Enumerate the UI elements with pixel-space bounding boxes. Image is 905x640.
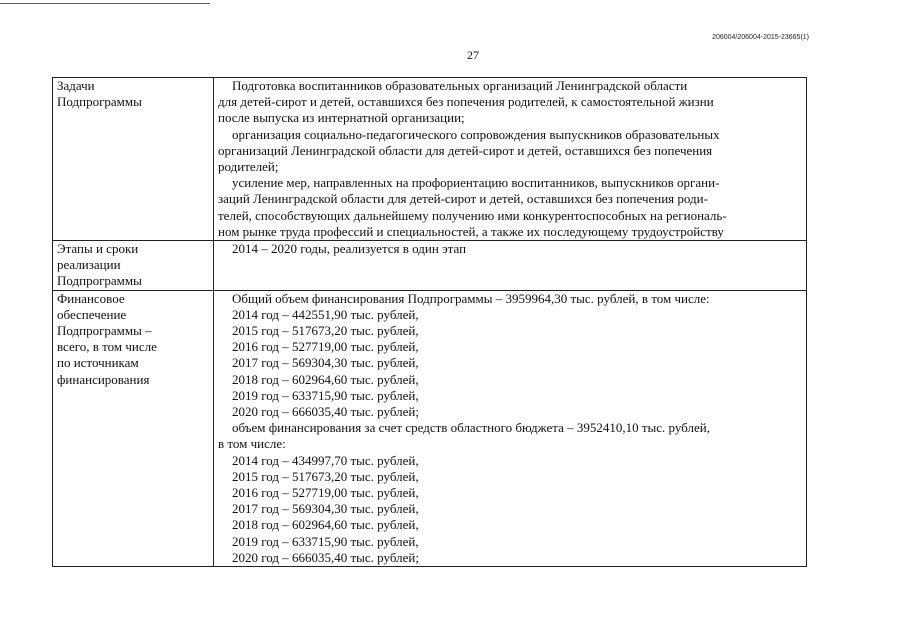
content-line: 2014 год – 434997,70 тыс. рублей, xyxy=(232,452,419,468)
scan-edge-line xyxy=(0,3,210,4)
content-line: 2020 год – 666035,40 тыс. рублей; xyxy=(232,549,419,565)
content-line: усиление мер, направленных на профориентацию воспитанников, выпускников органи- xyxy=(232,175,720,191)
content-line: 2018 год – 602964,60 тыс. рублей, xyxy=(232,371,419,387)
row-label-line: Задачи xyxy=(57,78,95,93)
document-id: 206004/206004-2015-23665(1) xyxy=(712,34,809,41)
table-body xyxy=(53,78,807,567)
content-line: 2018 год – 602964,60 тыс. рублей, xyxy=(232,517,419,533)
content-line: 2015 год – 517673,20 тыс. рублей, xyxy=(232,323,419,339)
row-label-line: Подпрограммы xyxy=(57,94,142,110)
row-tasks xyxy=(53,78,807,241)
row-label-cell xyxy=(53,290,214,566)
page-number: 27 xyxy=(467,48,479,62)
content-line: в том числе: xyxy=(218,436,286,452)
content-line: объем финансирования за счет средств областного бюджета – 3952410,10 тыс. рублей, xyxy=(232,420,710,436)
content-line: телей, способствующих дальнейшему получению ими конкурентоспособных на региональ- xyxy=(218,207,727,223)
row-label-cell xyxy=(53,78,214,241)
row-stages xyxy=(53,241,807,291)
row-label-line: по источникам xyxy=(57,355,139,371)
content-line: 2019 год – 633715,90 тыс. рублей, xyxy=(232,387,419,403)
content-line: заций Ленинградской области для детей-сирот и детей, оставшихся без попечения роди- xyxy=(218,191,708,207)
content-line: после выпуска из интернатной организации; xyxy=(218,110,465,126)
content-line: 2014 год – 442551,90 тыс. рублей, xyxy=(232,306,419,322)
row-label-line: реализации xyxy=(57,257,121,273)
row-content-cell xyxy=(214,78,807,241)
content-line: 2014 – 2020 годы, реализуется в один этап xyxy=(232,241,467,257)
row-label-line: всего, в том числе xyxy=(57,339,157,355)
row-label-line: финансирования xyxy=(57,371,150,387)
row-label-line: обеспечение xyxy=(57,306,127,322)
content-line: 2016 год – 527719,00 тыс. рублей, xyxy=(232,339,419,355)
row-label-line: Этапы и сроки xyxy=(57,241,139,257)
row-label-line: Подпрограммы – xyxy=(57,323,152,339)
content-line: 2015 год – 517673,20 тыс. рублей, xyxy=(232,468,419,484)
row-label-cell xyxy=(53,241,214,291)
row-label-line: Подпрограммы xyxy=(57,273,142,289)
row-financing xyxy=(53,290,807,566)
content-line: 2017 год – 569304,30 тыс. рублей, xyxy=(232,501,419,517)
content-line: 2017 год – 569304,30 тыс. рублей, xyxy=(232,355,419,371)
content-line: организаций Ленинградской области для детей-сирот и детей, оставшихся без попечения xyxy=(218,142,713,158)
content-line: Общий объем финансирования Подпрограммы – 3959964,30 тыс. рублей, в том числе: xyxy=(232,290,710,306)
content-line: Подготовка воспитанников образовательных организаций Ленинградской области xyxy=(232,78,688,93)
subprogram-passport-table xyxy=(52,77,807,567)
content-line: 2019 год – 633715,90 тыс. рублей, xyxy=(232,533,419,549)
row-content-cell xyxy=(214,290,807,566)
content-line: 2016 год – 527719,00 тыс. рублей, xyxy=(232,485,419,501)
content-line: родителей; xyxy=(218,159,279,175)
content-line: для детей-сирот и детей, оставшихся без попечения родителей, к самостоятельной жизни xyxy=(218,94,714,110)
content-line: 2020 год – 666035,40 тыс. рублей; xyxy=(232,404,419,420)
content-line: организация социально-педагогического сопровождения выпускников образовательных xyxy=(232,126,720,142)
row-label-line: Финансовое xyxy=(57,290,125,306)
row-content-cell xyxy=(214,241,807,291)
content-line: ном рынке труда профессий и специальностей, а также их последующему трудоустройству xyxy=(218,223,724,239)
